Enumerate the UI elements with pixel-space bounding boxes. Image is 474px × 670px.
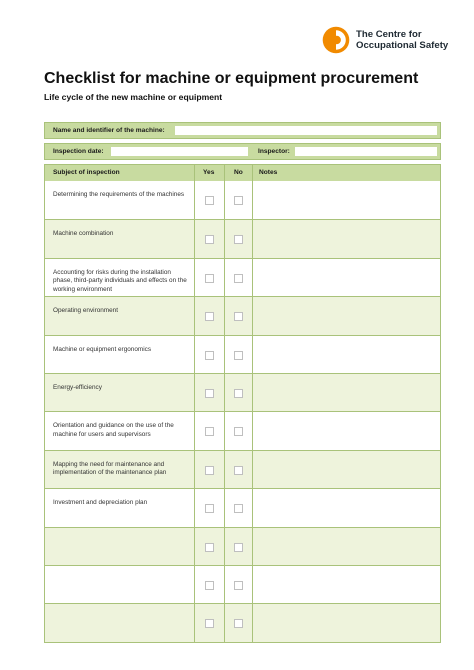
subject-text: Machine combination xyxy=(53,230,114,238)
table-row xyxy=(45,335,440,373)
date-inspector-row xyxy=(44,143,441,160)
organization-name-line1: The Centre for xyxy=(356,29,422,40)
no-checkbox[interactable] xyxy=(234,389,243,398)
no-checkbox[interactable] xyxy=(234,312,243,321)
subject-text: Orientation and guidance on the use of the machine for users and supervisors xyxy=(53,422,174,438)
organization-logo xyxy=(322,26,448,54)
subject-cell xyxy=(45,528,194,565)
document-subtitle: Life cycle of the new machine or equipment xyxy=(44,92,223,102)
no-cell xyxy=(224,374,252,411)
header-yes: Yes xyxy=(203,169,215,176)
no-cell xyxy=(224,451,252,488)
yes-checkbox[interactable] xyxy=(205,235,214,244)
subject-cell xyxy=(45,297,194,334)
yes-checkbox[interactable] xyxy=(205,619,214,628)
header-subject-cell xyxy=(45,165,194,181)
yes-checkbox[interactable] xyxy=(205,427,214,436)
yes-cell xyxy=(194,566,224,603)
subject-cell xyxy=(45,220,194,257)
subject-cell xyxy=(45,604,194,641)
notes-cell[interactable] xyxy=(252,566,440,603)
header-subject: Subject of inspection xyxy=(53,169,120,176)
notes-cell[interactable] xyxy=(252,336,440,373)
table-row xyxy=(45,411,440,449)
subject-text: Operating environment xyxy=(53,307,119,315)
no-checkbox[interactable] xyxy=(234,196,243,205)
table-row xyxy=(45,565,440,603)
subject-text: Investment and depreciation plan xyxy=(53,499,148,507)
sun-logo-icon xyxy=(322,26,350,54)
yes-checkbox[interactable] xyxy=(205,351,214,360)
no-cell xyxy=(224,412,252,449)
inspection-table xyxy=(44,164,441,643)
yes-cell xyxy=(194,528,224,565)
no-checkbox[interactable] xyxy=(234,351,243,360)
table-header xyxy=(45,165,440,181)
table-row xyxy=(45,488,440,526)
no-checkbox[interactable] xyxy=(234,274,243,283)
yes-checkbox[interactable] xyxy=(205,389,214,398)
no-checkbox[interactable] xyxy=(234,235,243,244)
table-row xyxy=(45,373,440,411)
no-checkbox[interactable] xyxy=(234,427,243,436)
yes-checkbox[interactable] xyxy=(205,274,214,283)
header-notes: Notes xyxy=(259,169,278,176)
inspector-field[interactable] xyxy=(295,147,437,156)
machine-name-field[interactable] xyxy=(175,126,437,135)
notes-cell[interactable] xyxy=(252,220,440,257)
table-row xyxy=(45,450,440,488)
notes-cell[interactable] xyxy=(252,604,440,641)
document-title: Checklist for machine or equipment procurement xyxy=(44,70,419,87)
notes-cell[interactable] xyxy=(252,489,440,526)
no-cell xyxy=(224,604,252,641)
subject-text: Machine or equipment ergonomics xyxy=(53,345,152,353)
no-cell xyxy=(224,259,252,296)
notes-cell[interactable] xyxy=(252,451,440,488)
yes-cell xyxy=(194,181,224,219)
no-cell xyxy=(224,489,252,526)
no-cell xyxy=(224,566,252,603)
subject-text: Accounting for risks during the installation phase, third-party individuals and effects on the working environment xyxy=(53,268,187,293)
notes-cell[interactable] xyxy=(252,528,440,565)
header-no-cell xyxy=(224,165,252,181)
yes-cell xyxy=(194,297,224,334)
table-row xyxy=(45,527,440,565)
no-cell xyxy=(224,528,252,565)
checklist-form xyxy=(44,122,441,642)
table-body xyxy=(45,181,440,642)
no-cell xyxy=(224,297,252,334)
yes-cell xyxy=(194,259,224,296)
header-yes-cell xyxy=(194,165,224,181)
header-notes-cell xyxy=(252,165,440,181)
yes-checkbox[interactable] xyxy=(205,466,214,475)
yes-cell xyxy=(194,489,224,526)
no-cell xyxy=(224,220,252,257)
inspector-label: Inspector: xyxy=(258,148,290,155)
yes-cell xyxy=(194,374,224,411)
yes-checkbox[interactable] xyxy=(205,196,214,205)
machine-name-label: Name and identifier of the machine: xyxy=(53,127,165,134)
inspection-date-label: Inspection date: xyxy=(53,148,104,155)
subject-cell xyxy=(45,374,194,411)
subject-cell xyxy=(45,451,194,488)
yes-checkbox[interactable] xyxy=(205,543,214,552)
subject-cell xyxy=(45,336,194,373)
subject-cell xyxy=(45,412,194,449)
notes-cell[interactable] xyxy=(252,412,440,449)
header-no: No xyxy=(234,169,243,176)
notes-cell[interactable] xyxy=(252,297,440,334)
yes-cell xyxy=(194,220,224,257)
no-checkbox[interactable] xyxy=(234,466,243,475)
table-row xyxy=(45,296,440,334)
subject-text: Determining the requirements of the machines xyxy=(53,191,185,198)
no-checkbox[interactable] xyxy=(234,619,243,628)
yes-cell xyxy=(194,604,224,641)
table-row xyxy=(45,181,440,219)
organization-name-line2: Occupational Safety xyxy=(356,40,449,51)
inspection-date-field[interactable] xyxy=(111,147,248,156)
yes-cell xyxy=(194,336,224,373)
no-cell xyxy=(224,181,252,219)
table-row xyxy=(45,219,440,257)
subject-cell xyxy=(45,566,194,603)
yes-checkbox[interactable] xyxy=(205,504,214,513)
no-checkbox[interactable] xyxy=(234,543,243,552)
yes-checkbox[interactable] xyxy=(205,581,214,590)
subject-cell xyxy=(45,181,194,219)
yes-checkbox[interactable] xyxy=(205,312,214,321)
notes-cell[interactable] xyxy=(252,181,440,219)
no-checkbox[interactable] xyxy=(234,504,243,513)
table-row xyxy=(45,603,440,641)
subject-cell xyxy=(45,489,194,526)
table-row xyxy=(45,258,440,296)
notes-cell[interactable] xyxy=(252,374,440,411)
subject-cell xyxy=(45,259,194,296)
no-cell xyxy=(224,336,252,373)
no-checkbox[interactable] xyxy=(234,581,243,590)
yes-cell xyxy=(194,412,224,449)
yes-cell xyxy=(194,451,224,488)
subject-text: Energy-efficiency xyxy=(53,383,102,391)
organization-name xyxy=(356,29,448,51)
subject-text: Mapping the need for maintenance and implementation of the maintenance plan xyxy=(53,460,167,477)
notes-cell[interactable] xyxy=(252,259,440,296)
machine-name-row xyxy=(44,122,441,139)
